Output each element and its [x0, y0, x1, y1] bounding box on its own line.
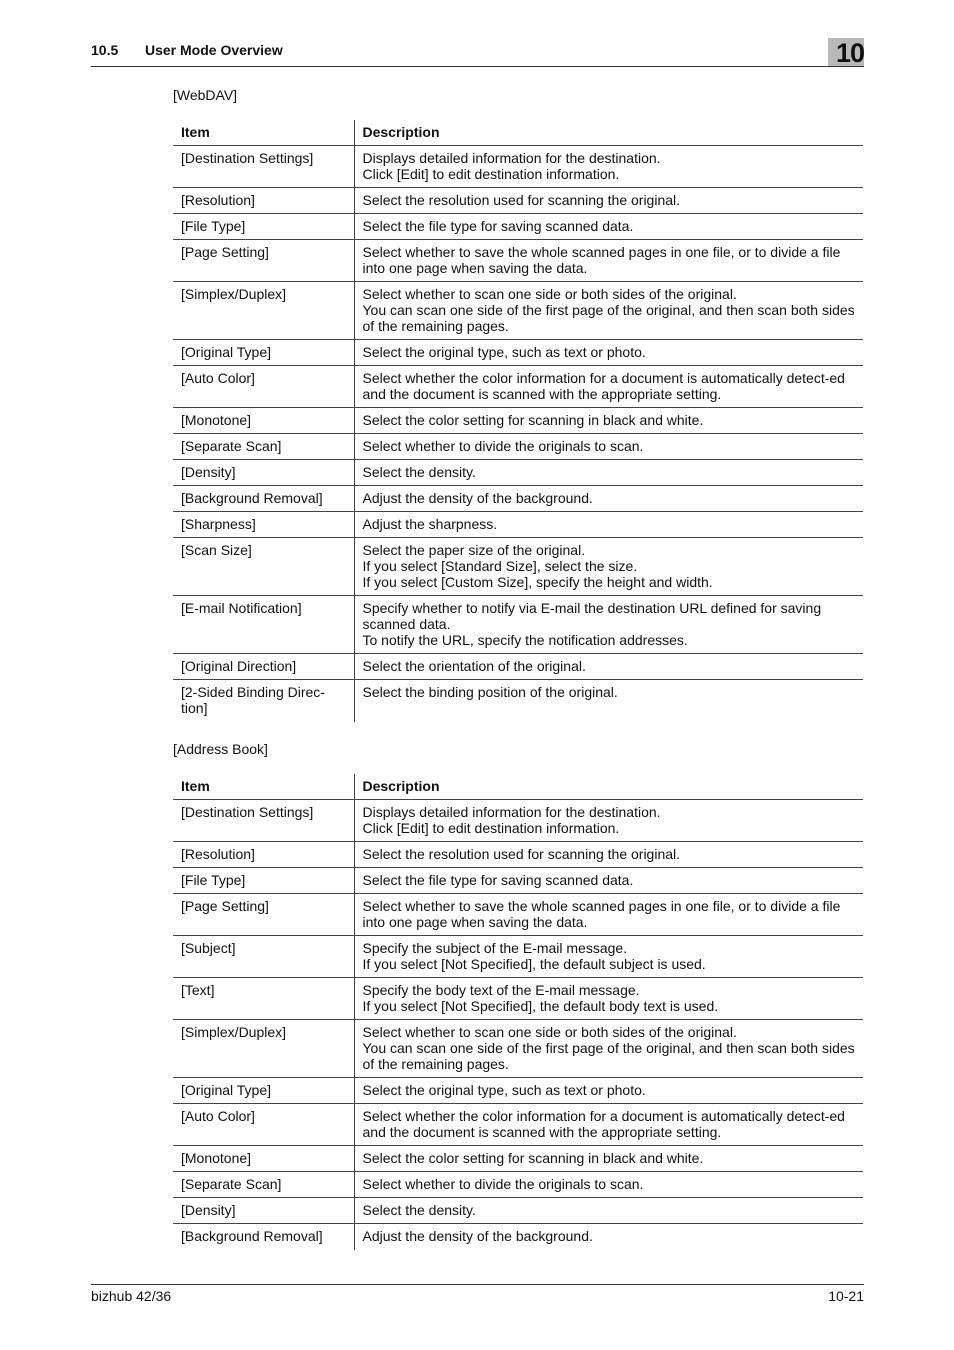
item-cell: [Scan Size] — [173, 538, 354, 596]
table-row — [173, 1146, 863, 1172]
model-name: bizhub 42/36 — [91, 1288, 172, 1304]
table-row — [173, 486, 863, 512]
column-header-description: Description — [354, 774, 863, 800]
item-cell: [Density] — [173, 460, 354, 486]
description-cell: Adjust the sharpness. — [354, 512, 863, 538]
table-row — [173, 1078, 863, 1104]
table-row — [173, 894, 863, 936]
description-cell: Adjust the density of the background. — [354, 1224, 863, 1251]
description-cell: Select the color setting for scanning in black and white. — [354, 1146, 863, 1172]
description-cell: Select whether to scan one side or both sides of the original. You can scan one side of the first page of the original, and then scan both sides of the remaining pages. — [354, 282, 863, 340]
description-cell: Select whether the color information for a document is automatically detect-ed and the document is scanned with the appropriate setting. — [354, 366, 863, 408]
item-cell: [Separate Scan] — [173, 1172, 354, 1198]
item-cell: [Monotone] — [173, 1146, 354, 1172]
table-row — [173, 282, 863, 340]
chapter-number: 10 — [835, 38, 864, 68]
description-cell: Select whether the color information for a document is automatically detect-ed and the document is scanned with the appropriate setting. — [354, 1104, 863, 1146]
table-row — [173, 1104, 863, 1146]
column-header-item: Item — [173, 120, 354, 146]
description-cell: Select the paper size of the original. If you select [Standard Size], select the size. If you select [Custom Size], specify the height and width. — [354, 538, 863, 596]
item-cell: [Resolution] — [173, 842, 354, 868]
item-cell: [Original Type] — [173, 1078, 354, 1104]
table-row — [173, 1224, 863, 1251]
table-row — [173, 408, 863, 434]
description-cell: Specify the body text of the E-mail message. If you select [Not Specified], the default body text is used. — [354, 978, 863, 1020]
item-cell: [Subject] — [173, 936, 354, 978]
description-cell: Select whether to save the whole scanned pages in one file, or to divide a file into one page when saving the data. — [354, 894, 863, 936]
table-header-row — [173, 120, 863, 146]
item-cell: [Page Setting] — [173, 240, 354, 282]
address-book-section-label: [Address Book] — [173, 741, 268, 757]
table-row — [173, 340, 863, 366]
table-row — [173, 1172, 863, 1198]
item-cell: [Destination Settings] — [173, 800, 354, 842]
table-row — [173, 240, 863, 282]
item-cell: [Auto Color] — [173, 1104, 354, 1146]
item-cell: [Auto Color] — [173, 366, 354, 408]
description-cell: Select whether to save the whole scanned pages in one file, or to divide a file into one page when saving the data. — [354, 240, 863, 282]
description-cell: Select whether to divide the originals to scan. — [354, 434, 863, 460]
item-cell: [Original Direction] — [173, 654, 354, 680]
item-cell: [2-Sided Binding Direc-tion] — [173, 680, 354, 723]
item-cell: [Text] — [173, 978, 354, 1020]
table-row — [173, 366, 863, 408]
table-row — [173, 460, 863, 486]
item-cell: [E-mail Notification] — [173, 596, 354, 654]
item-cell: [Density] — [173, 1198, 354, 1224]
chapter-badge — [828, 38, 864, 66]
item-cell: [Background Removal] — [173, 1224, 354, 1251]
column-header-item: Item — [173, 774, 354, 800]
table-row — [173, 936, 863, 978]
description-cell: Specify whether to notify via E-mail the destination URL defined for saving scanned data. To notify the URL, specify the notification addresses. — [354, 596, 863, 654]
webdav-table — [173, 120, 863, 722]
description-cell: Select the orientation of the original. — [354, 654, 863, 680]
table-row — [173, 434, 863, 460]
section-number: 10.5 — [91, 42, 119, 58]
description-cell: Displays detailed information for the destination. Click [Edit] to edit destination information. — [362, 150, 661, 182]
description-cell: Select the original type, such as text or photo. — [354, 340, 863, 366]
description-cell: Select the file type for saving scanned data. — [354, 868, 863, 894]
column-header-description: Description — [354, 120, 863, 146]
item-cell: [File Type] — [173, 868, 354, 894]
table-row — [173, 146, 863, 188]
description-cell: Select the color setting for scanning in black and white. — [354, 408, 863, 434]
address-book-table — [173, 774, 863, 1250]
item-cell: [File Type] — [173, 214, 354, 240]
section-title: User Mode Overview — [145, 42, 283, 58]
table-row — [173, 596, 863, 654]
description-cell: Select the binding position of the original. — [354, 680, 863, 723]
item-cell: [Monotone] — [173, 408, 354, 434]
table-row — [173, 214, 863, 240]
page-header — [91, 36, 864, 67]
description-cell: Select the density. — [354, 1198, 863, 1224]
description-cell: Adjust the density of the background. — [354, 486, 863, 512]
description-cell: Select the file type for saving scanned data. — [354, 214, 863, 240]
table-row — [173, 1020, 863, 1078]
page-footer — [91, 1284, 864, 1304]
table-row — [173, 978, 863, 1020]
description-cell: Select whether to scan one side or both sides of the original. You can scan one side of the first page of the original, and then scan both sides of the remaining pages. — [354, 1020, 863, 1078]
description-cell: Specify the subject of the E-mail message. If you select [Not Specified], the default subject is used. — [354, 936, 863, 978]
table-row — [173, 842, 863, 868]
item-cell: [Simplex/Duplex] — [173, 1020, 354, 1078]
table-row — [173, 188, 863, 214]
table-row — [173, 800, 863, 842]
table-row — [173, 680, 863, 723]
table-row — [173, 512, 863, 538]
description-cell: Select the resolution used for scanning the original. — [354, 188, 863, 214]
page-number: 10-21 — [828, 1288, 864, 1304]
item-cell: [Page Setting] — [173, 894, 354, 936]
item-cell: [Destination Settings] — [173, 146, 354, 188]
table-row — [173, 538, 863, 596]
item-cell: [Sharpness] — [173, 512, 354, 538]
item-cell: [Original Type] — [173, 340, 354, 366]
description-cell: Select the resolution used for scanning the original. — [354, 842, 863, 868]
item-cell: [Separate Scan] — [173, 434, 354, 460]
table-header-row — [173, 774, 863, 800]
description-cell: Select the density. — [354, 460, 863, 486]
item-cell: [Simplex/Duplex] — [173, 282, 354, 340]
table-row — [173, 868, 863, 894]
webdav-section-label: [WebDAV] — [173, 87, 238, 103]
item-cell: [Background Removal] — [173, 486, 354, 512]
table-row — [173, 1198, 863, 1224]
description-cell: Select the original type, such as text or photo. — [354, 1078, 863, 1104]
description-cell: Select whether to divide the originals to scan. — [354, 1172, 863, 1198]
item-cell: [Resolution] — [173, 188, 354, 214]
description-cell: Displays detailed information for the destination. Click [Edit] to edit destination information. — [362, 804, 661, 836]
table-row — [173, 654, 863, 680]
